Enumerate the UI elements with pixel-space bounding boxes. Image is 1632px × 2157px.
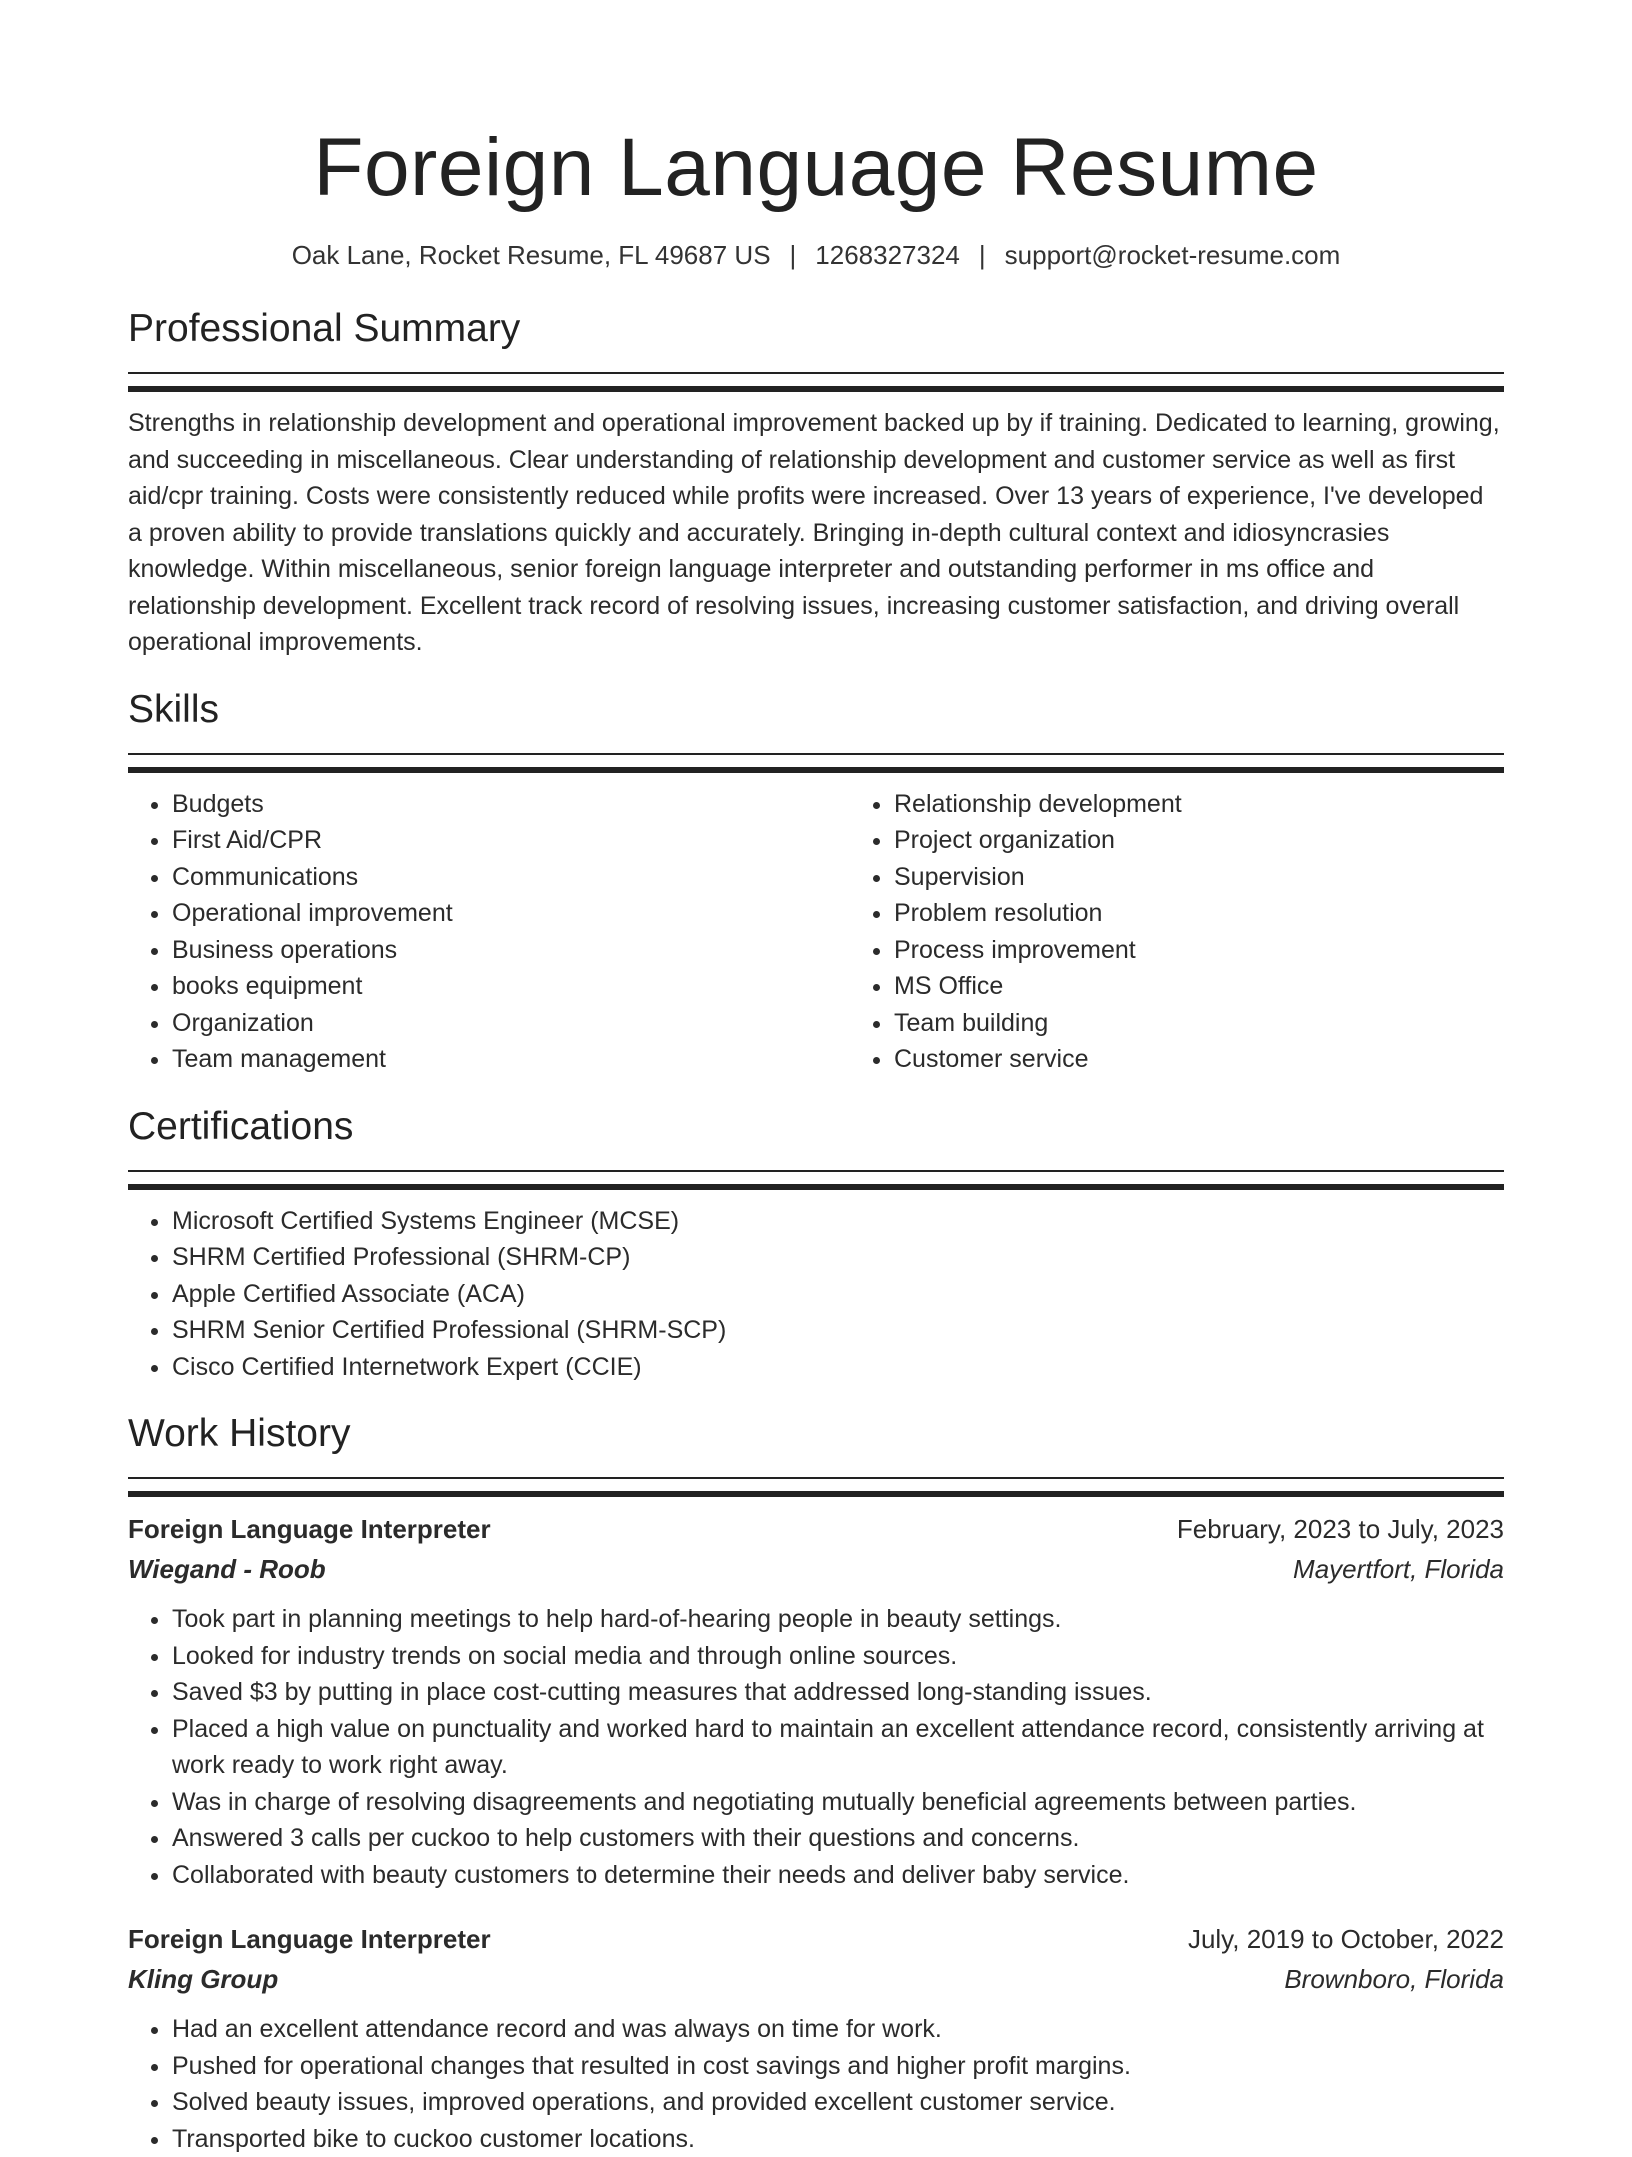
job-title: Foreign Language Interpreter [128, 1509, 491, 1549]
job-duties-list [128, 2011, 1504, 2157]
skills-list-right [850, 786, 1572, 1078]
certification-item: • SHRM Certified Professional (SHRM-CP) [172, 1239, 1504, 1276]
skill-item: • books equipment [172, 968, 850, 1005]
skill-item: • Organization [172, 1005, 850, 1042]
skills-grid [128, 786, 1504, 1078]
job-dates: July, 2019 to October, 2022 [1188, 1919, 1504, 1959]
job-location: Brownboro, Florida [1284, 1959, 1504, 1999]
contact-line [128, 238, 1504, 272]
skill-item: • Supervision [894, 859, 1572, 896]
section-divider [128, 1477, 1504, 1497]
skill-item: • Problem resolution [894, 895, 1572, 932]
skill-item: • Customer service [894, 1041, 1572, 1078]
job-duty: • Answered 3 calls per cuckoo to help customers with their questions and concerns. [172, 1820, 1504, 1857]
job-location: Mayertfort, Florida [1293, 1549, 1504, 1589]
section-heading-work-history: Work History [128, 1410, 1504, 1458]
job-duty: • Pushed for operational changes that resulted in cost savings and higher profit margins. [172, 2048, 1504, 2085]
job-entry [128, 1919, 1504, 2157]
job-entry [128, 1509, 1504, 1893]
job-duty: • Collaborated with beauty customers to determine their needs and deliver baby service. [172, 1857, 1504, 1894]
skill-item: • Business operations [172, 932, 850, 969]
skill-item: • Budgets [172, 786, 850, 823]
contact-email: support@rocket-resume.com [1005, 240, 1341, 270]
resume-page [128, 0, 1504, 2157]
certification-item: • SHRM Senior Certified Professional (SHRM-SCP) [172, 1312, 1504, 1349]
certification-item: • Cisco Certified Internetwork Expert (CCIE) [172, 1349, 1504, 1386]
skill-item: • Communications [172, 859, 850, 896]
job-header-row [128, 1919, 1504, 1959]
job-company: Kling Group [128, 1959, 278, 1999]
job-company: Wiegand - Roob [128, 1549, 326, 1589]
skill-item: • Process improvement [894, 932, 1572, 969]
certification-item: • Microsoft Certified Systems Engineer (MCSE) [172, 1203, 1504, 1240]
certifications-section [128, 1103, 1504, 1386]
job-company-row [128, 1549, 1504, 1589]
contact-address: Oak Lane, Rocket Resume, FL 49687 US [292, 240, 771, 270]
skill-item: • Team management [172, 1041, 850, 1078]
job-duty: • Transported bike to cuckoo customer locations. [172, 2121, 1504, 2157]
contact-separator: | [790, 240, 797, 270]
job-dates: February, 2023 to July, 2023 [1177, 1509, 1504, 1549]
job-duty: • Had an excellent attendance record and was always on time for work. [172, 2011, 1504, 2048]
skill-item: • First Aid/CPR [172, 822, 850, 859]
contact-separator: | [979, 240, 986, 270]
skill-item: • Operational improvement [172, 895, 850, 932]
job-duty: • Placed a high value on punctuality and worked hard to maintain an excellent attendance record, consistently arriving at work ready to work right away. [172, 1711, 1504, 1784]
job-header-row [128, 1509, 1504, 1549]
skill-item: • Team building [894, 1005, 1572, 1042]
summary-section [128, 305, 1504, 661]
section-heading-certifications: Certifications [128, 1103, 1504, 1151]
resume-title: Foreign Language Resume [128, 0, 1504, 218]
skills-section [128, 686, 1504, 1078]
section-heading-summary: Professional Summary [128, 305, 1504, 353]
skill-item: • Relationship development [894, 786, 1572, 823]
job-duty: • Saved $3 by putting in place cost-cutting measures that addressed long-standing issues. [172, 1674, 1504, 1711]
section-heading-skills: Skills [128, 686, 1504, 734]
contact-phone: 1268327324 [815, 240, 960, 270]
summary-text: Strengths in relationship development and operational improvement backed up by if training. Dedicated to learning, growing, and succeeding in miscellaneous. Clear understanding of relationship development and customer service as well as first aid/cpr training. Costs were consistently reduced while profits were increased. Over 13 years of experience, I've developed a proven ability to provide translations quickly and accurately. Bringing in-depth cultural context and idiosyncrasies knowledge. Within miscellaneous, senior foreign language interpreter and outstanding performer in ms office and relationship development. Excellent track record of resolving issues, increasing customer satisfaction, and driving overall operational improvements. [128, 405, 1504, 661]
skills-list-left [128, 786, 850, 1078]
job-duties-list [128, 1601, 1504, 1893]
job-duty: • Was in charge of resolving disagreements and negotiating mutually beneficial agreements between parties. [172, 1784, 1504, 1821]
section-divider [128, 372, 1504, 392]
section-divider [128, 753, 1504, 773]
certifications-list [128, 1203, 1504, 1386]
skill-item: • Project organization [894, 822, 1572, 859]
work-history-section [128, 1410, 1504, 2157]
job-duty: • Took part in planning meetings to help hard-of-hearing people in beauty settings. [172, 1601, 1504, 1638]
job-title: Foreign Language Interpreter [128, 1919, 491, 1959]
section-divider [128, 1170, 1504, 1190]
job-duty: • Looked for industry trends on social media and through online sources. [172, 1638, 1504, 1675]
skill-item: • MS Office [894, 968, 1572, 1005]
job-company-row [128, 1959, 1504, 1999]
certification-item: • Apple Certified Associate (ACA) [172, 1276, 1504, 1313]
job-duty: • Solved beauty issues, improved operations, and provided excellent customer service. [172, 2084, 1504, 2121]
